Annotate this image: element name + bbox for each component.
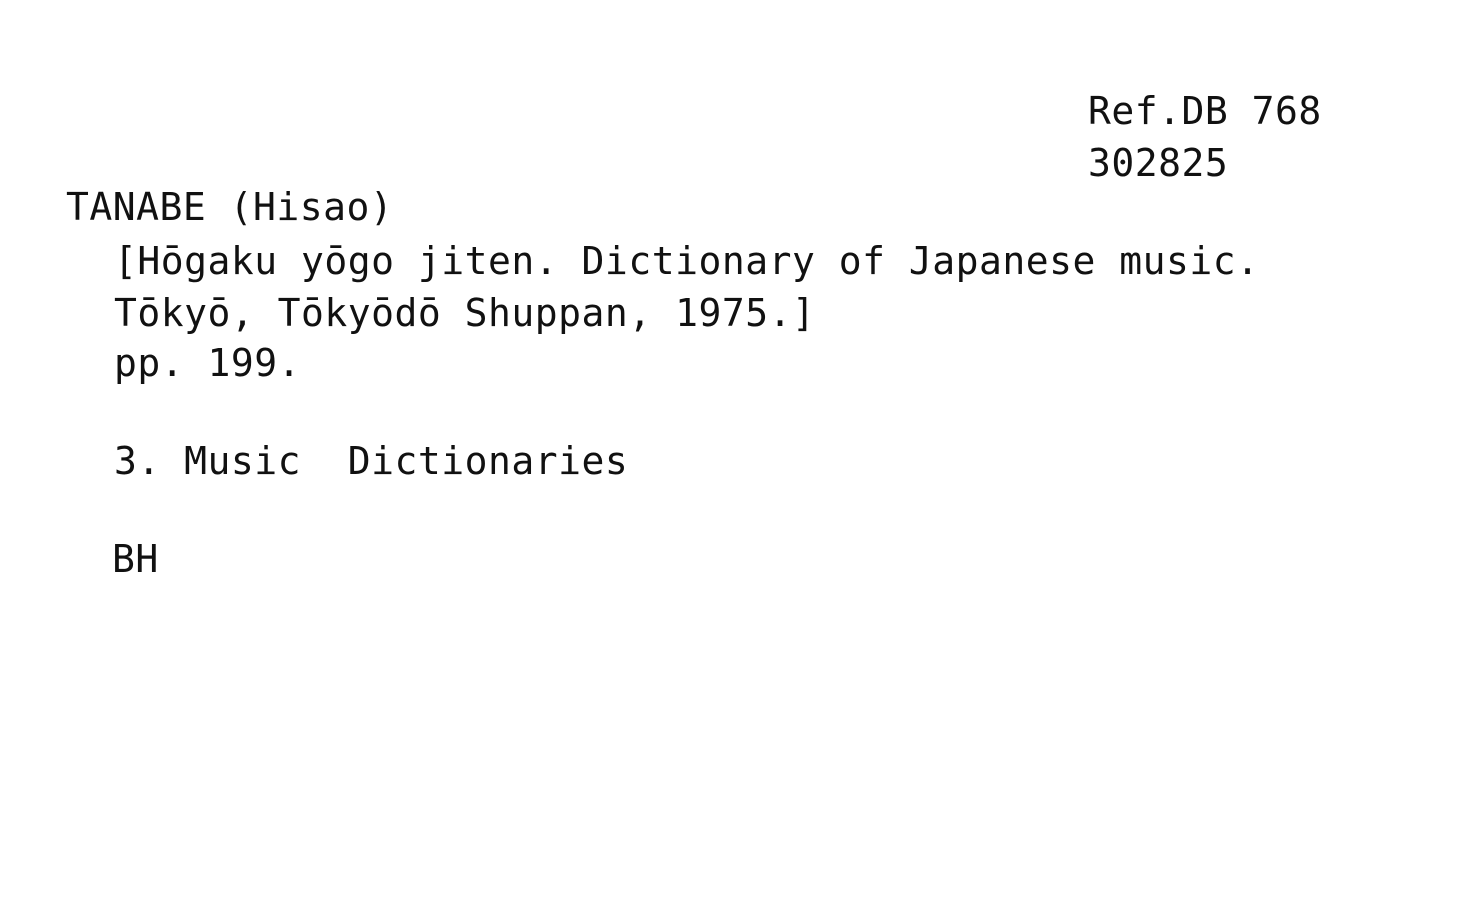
cataloger-initials: BH	[112, 537, 159, 581]
title-line-2: Tōkyō, Tōkyōdō Shuppan, 1975.]	[114, 291, 816, 335]
subject-tracing: 3. Music Dictionaries	[114, 439, 629, 483]
call-number-ref: Ref.DB 768	[1088, 89, 1322, 133]
accession-number: 302825	[1088, 141, 1229, 185]
author-heading: TANABE (Hisao)	[66, 185, 394, 229]
collation: pp. 199.	[114, 341, 302, 385]
title-line-1: [Hōgaku yōgo jiten. Dictionary of Japanese music.	[114, 239, 1260, 283]
